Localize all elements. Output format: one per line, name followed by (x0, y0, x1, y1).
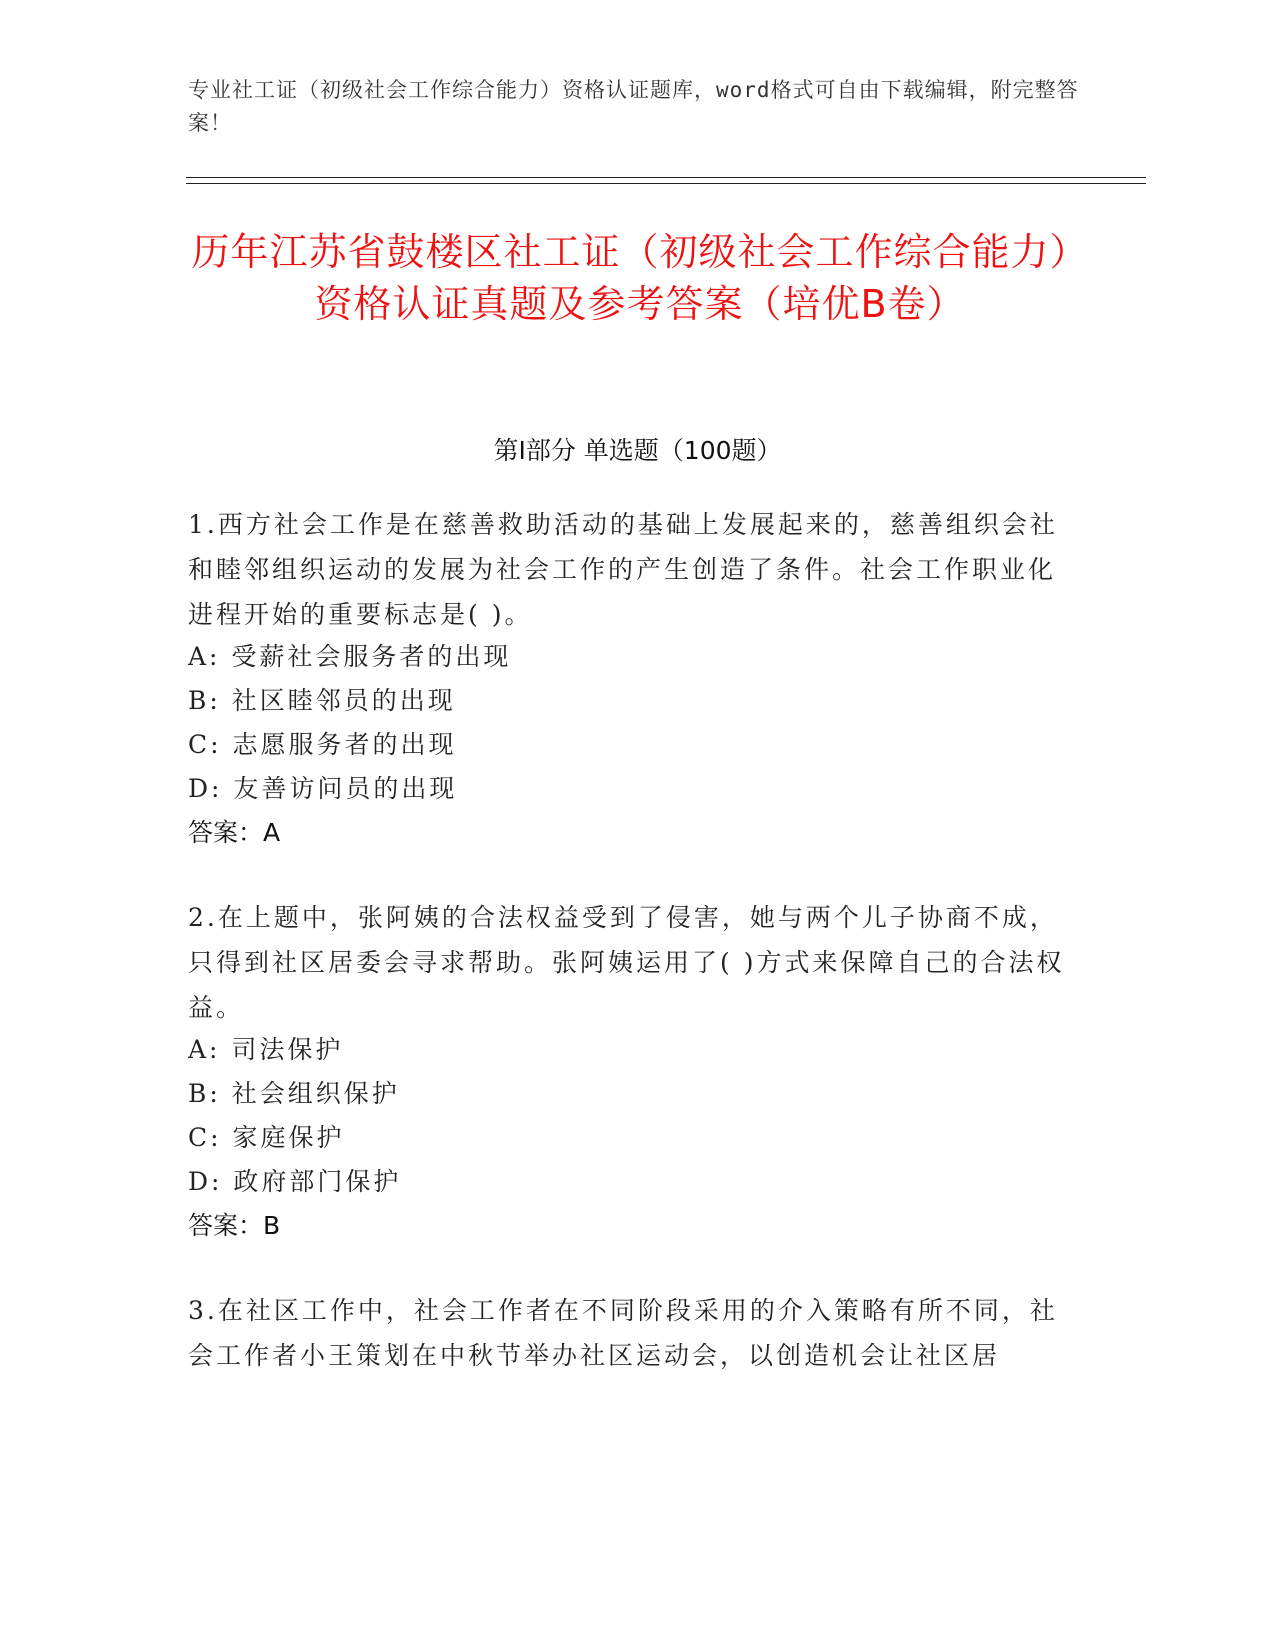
question-1-option-a: A: 受薪社会服务者的出现 (188, 642, 512, 671)
question-2-text: 2.在上题中，张阿姨的合法权益受到了侵害，她与两个儿子协商不成，只得到社区居委会寻求帮助。张阿姨运用了( )方式来保障自己的合法权益。 (188, 903, 1065, 1022)
header-note: 专业社工证（初级社会工作综合能力）资格认证题库，word格式可自由下载编辑，附完整答案！ (188, 78, 1079, 135)
question-3-text: 3.在社区工作中，社会工作者在不同阶段采用的介入策略有所不同，社会工作者小王策划在中秋节举办社区运动会，以创造机会让社区居 (188, 1296, 1058, 1370)
question-1-text: 1.西方社会工作是在慈善救助活动的基础上发展起来的，慈善组织会社和睦邻组织运动的发展为社会工作的产生创造了条件。社会工作职业化进程开始的重要标志是( )。 (188, 510, 1058, 629)
section-heading: 第Ⅰ部分 单选题（100题） (493, 436, 782, 465)
document-title: 历年江苏省鼓楼区社工证（初级社会工作综合能力）资格认证真题及参考答案（培优B卷） (191, 230, 1089, 326)
question-2-option-a: A: 司法保护 (188, 1035, 344, 1064)
question-2-option-b: B: 社会组织保护 (188, 1079, 400, 1108)
question-1-option-c: C: 志愿服务者的出现 (188, 730, 457, 759)
header-divider (186, 177, 1146, 178)
question-2-option-c: C: 家庭保护 (188, 1123, 345, 1152)
question-1-option-d: D: 友善访问员的出现 (188, 774, 458, 803)
question-1-option-b: B: 社区睦邻员的出现 (188, 686, 456, 715)
question-2-answer: 答案：B (188, 1211, 281, 1240)
header-divider-secondary (186, 183, 1146, 184)
question-1-answer: 答案：A (188, 818, 281, 847)
question-2-option-d: D: 政府部门保护 (188, 1167, 402, 1196)
